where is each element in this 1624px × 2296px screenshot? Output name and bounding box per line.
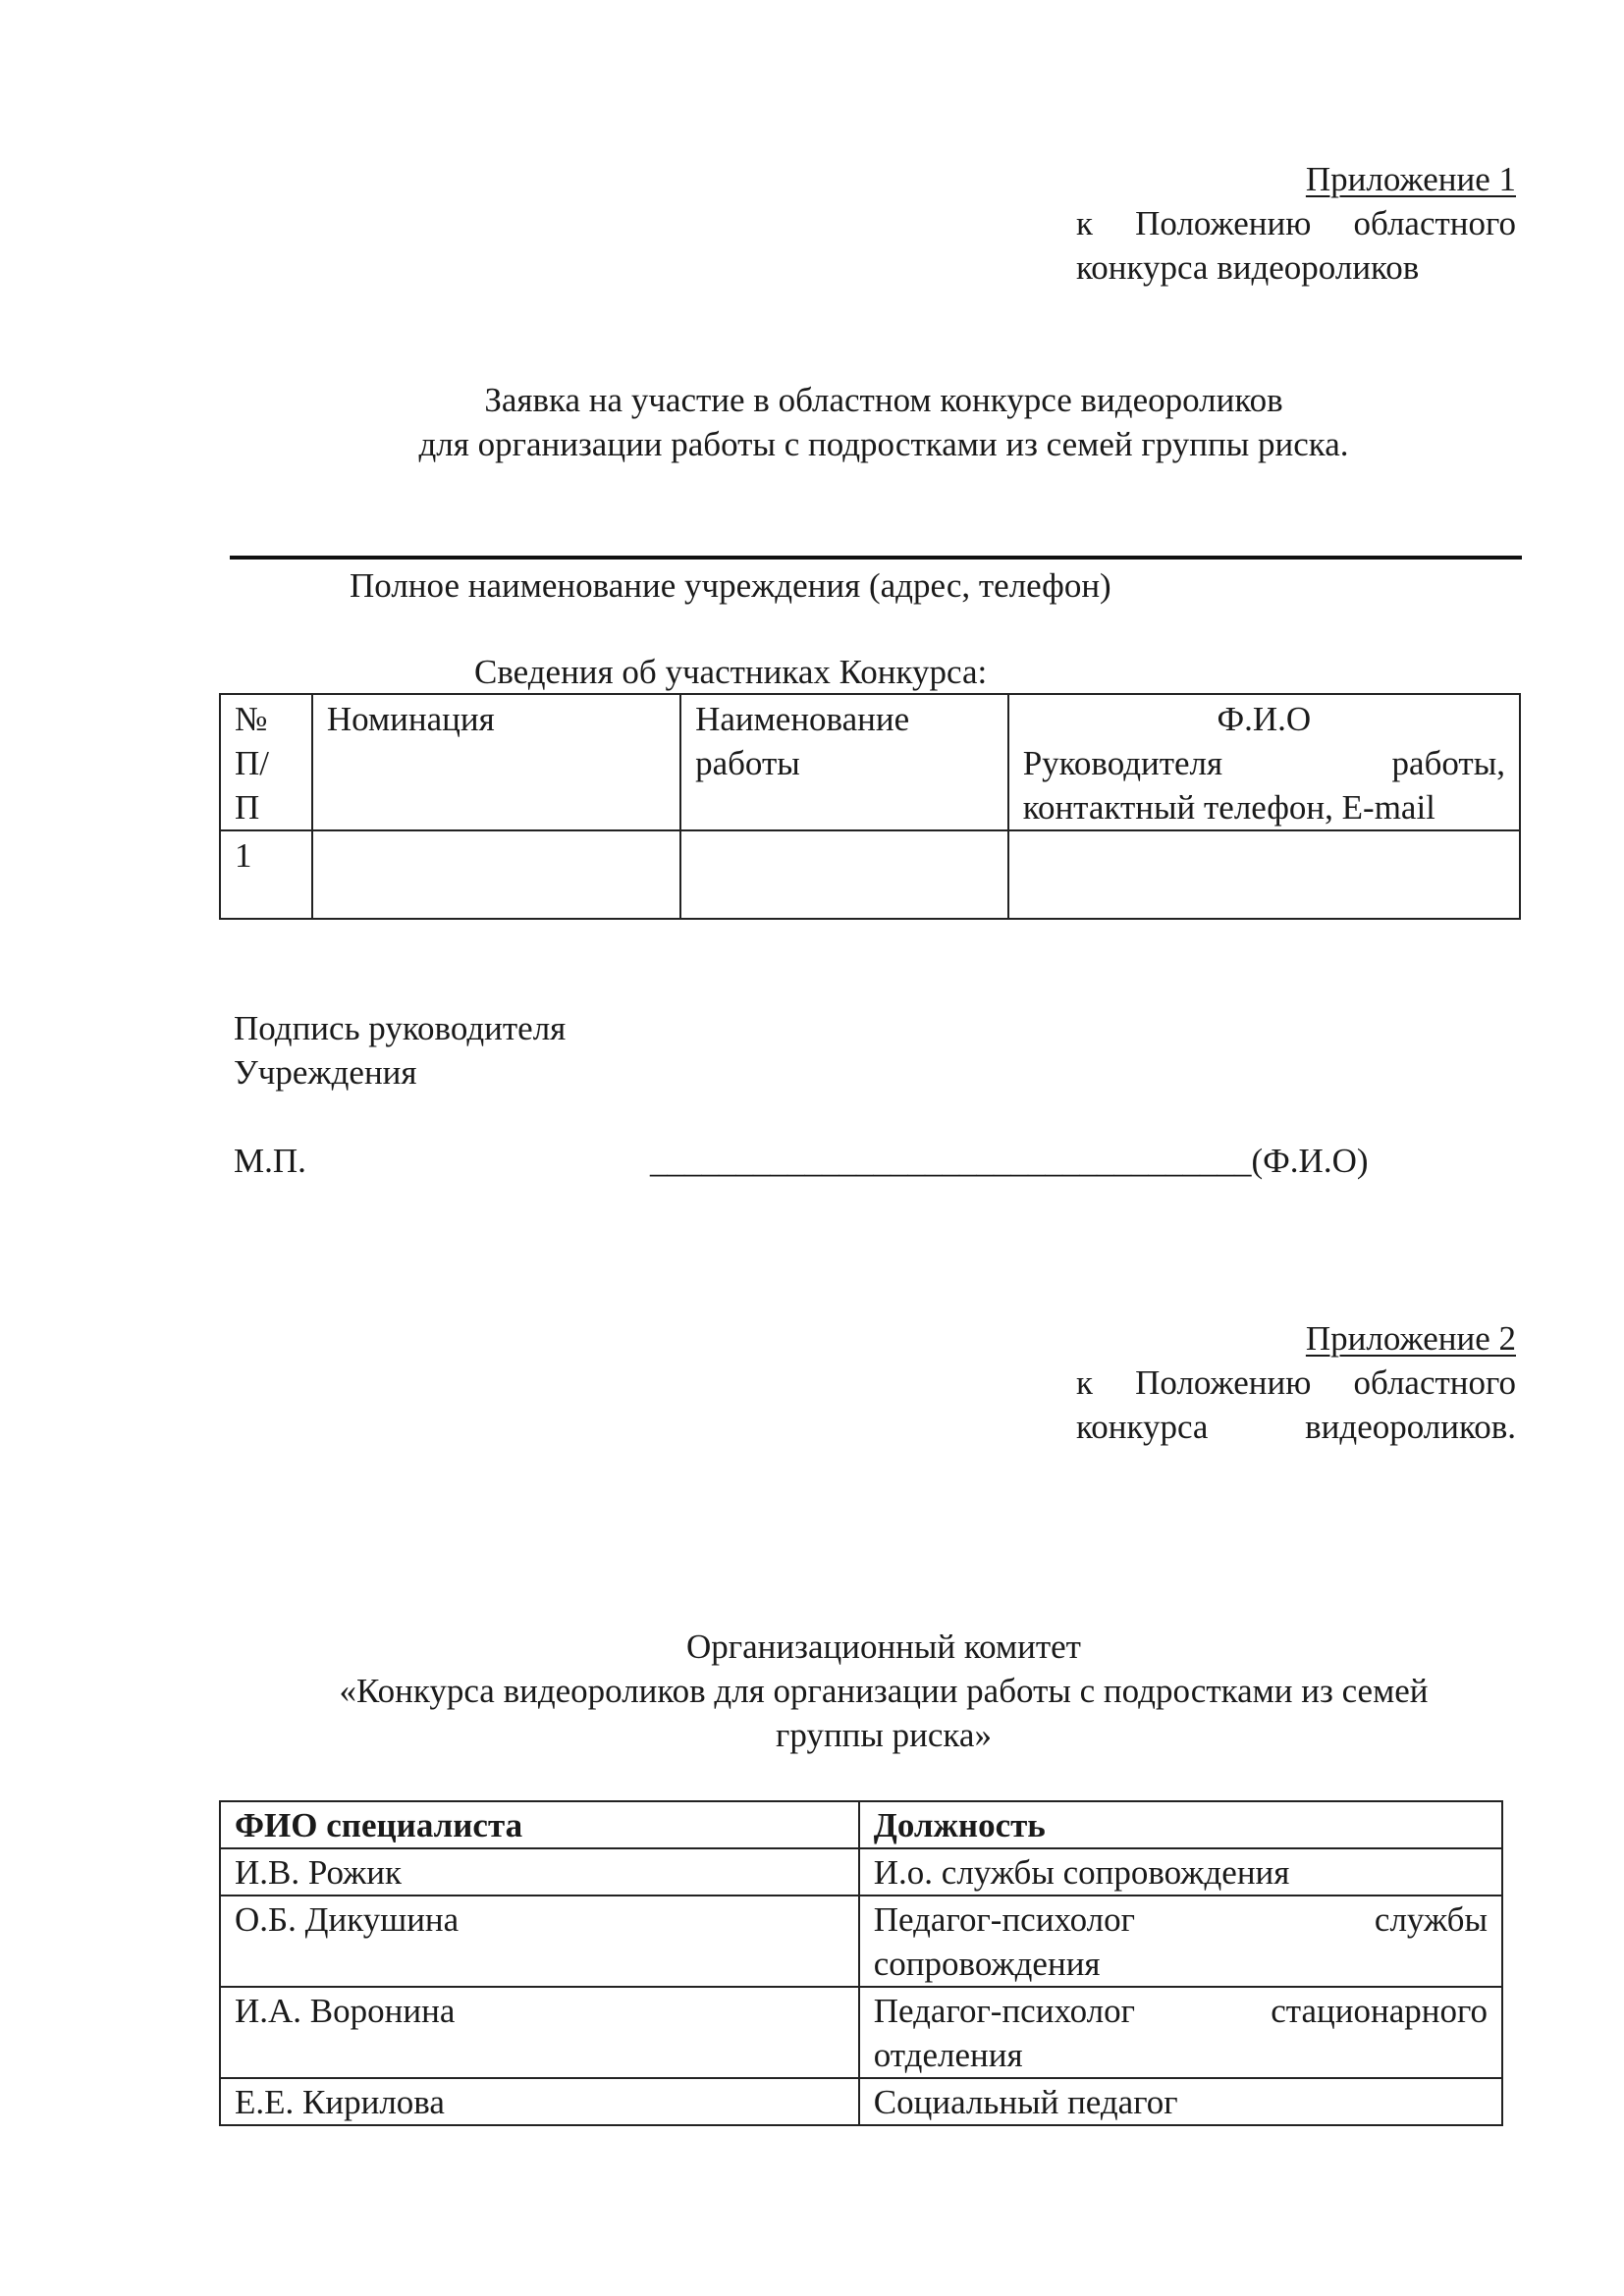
member-name: Е.Е. Кирилова — [220, 2078, 859, 2125]
stamp-label: М.П. — [234, 1142, 306, 1180]
signature-label: Подпись руководителя Учреждения — [234, 1009, 567, 1092]
appendix1-line3: конкурса видеороликов — [1076, 248, 1420, 287]
header-nomination: Номинация — [312, 694, 680, 830]
header-work: Наименование работы — [680, 694, 1008, 830]
application-title: Заявка на участие в областном конкурсе видеороликов для организации работы с подростками из семей группы риска. — [418, 381, 1349, 463]
cell-leader — [1008, 830, 1520, 919]
institution-caption: Полное наименование учреждения (адрес, телефон) — [350, 566, 1111, 605]
committee-title: Организационный комитет «Конкурса видеороликов для организации работы с подростками из семей группы риска» — [339, 1628, 1429, 1754]
member-position: Педагог-психолог стационарного отделения — [859, 1987, 1502, 2078]
participants-table — [219, 693, 1521, 920]
table-row — [220, 1848, 1502, 1896]
member-position: Социальный педагог — [859, 2078, 1502, 2125]
header-name: ФИО специалиста — [220, 1801, 859, 1848]
signature-blank: ___________________________________ — [650, 1142, 1252, 1180]
appendix2-line2: к Положению областного — [1076, 1363, 1516, 1402]
appendix2-line3: конкурса видеороликов. — [1076, 1408, 1516, 1446]
header-num: № П/ П — [220, 694, 312, 830]
appendix1-title: Приложение 1 — [1305, 160, 1516, 198]
institution-fill-line — [230, 556, 1522, 560]
appendix1-header — [1076, 157, 1516, 290]
committee-table — [219, 1800, 1503, 2126]
table-row — [220, 2078, 1502, 2125]
header-leader: Ф.И.О Руководителя работы, контактный телефон, E-mail — [1008, 694, 1520, 830]
table-row — [220, 1987, 1502, 2078]
member-name: О.Б. Дикушина — [220, 1896, 859, 1987]
appendix2-title: Приложение 2 — [1305, 1319, 1516, 1358]
header-position: Должность — [859, 1801, 1502, 1848]
table-header-row — [220, 694, 1520, 830]
member-name: И.А. Воронина — [220, 1987, 859, 2078]
committee-header-row — [220, 1801, 1502, 1848]
cell-num: 1 — [220, 830, 312, 919]
cell-work — [680, 830, 1008, 919]
signature-line — [650, 1139, 1369, 1183]
cell-nomination — [312, 830, 680, 919]
appendix2-header — [1076, 1316, 1516, 1449]
table-row — [220, 1896, 1502, 1987]
participants-caption: Сведения об участниках Конкурса: — [474, 653, 988, 691]
member-position: Педагог-психолог службы сопровождения — [859, 1896, 1502, 1987]
member-name: И.В. Рожик — [220, 1848, 859, 1896]
signature-fio: (Ф.И.О) — [1251, 1142, 1369, 1180]
table-row — [220, 830, 1520, 919]
appendix1-line2: к Положению областного — [1076, 204, 1516, 242]
member-position: И.о. службы сопровождения — [859, 1848, 1502, 1896]
